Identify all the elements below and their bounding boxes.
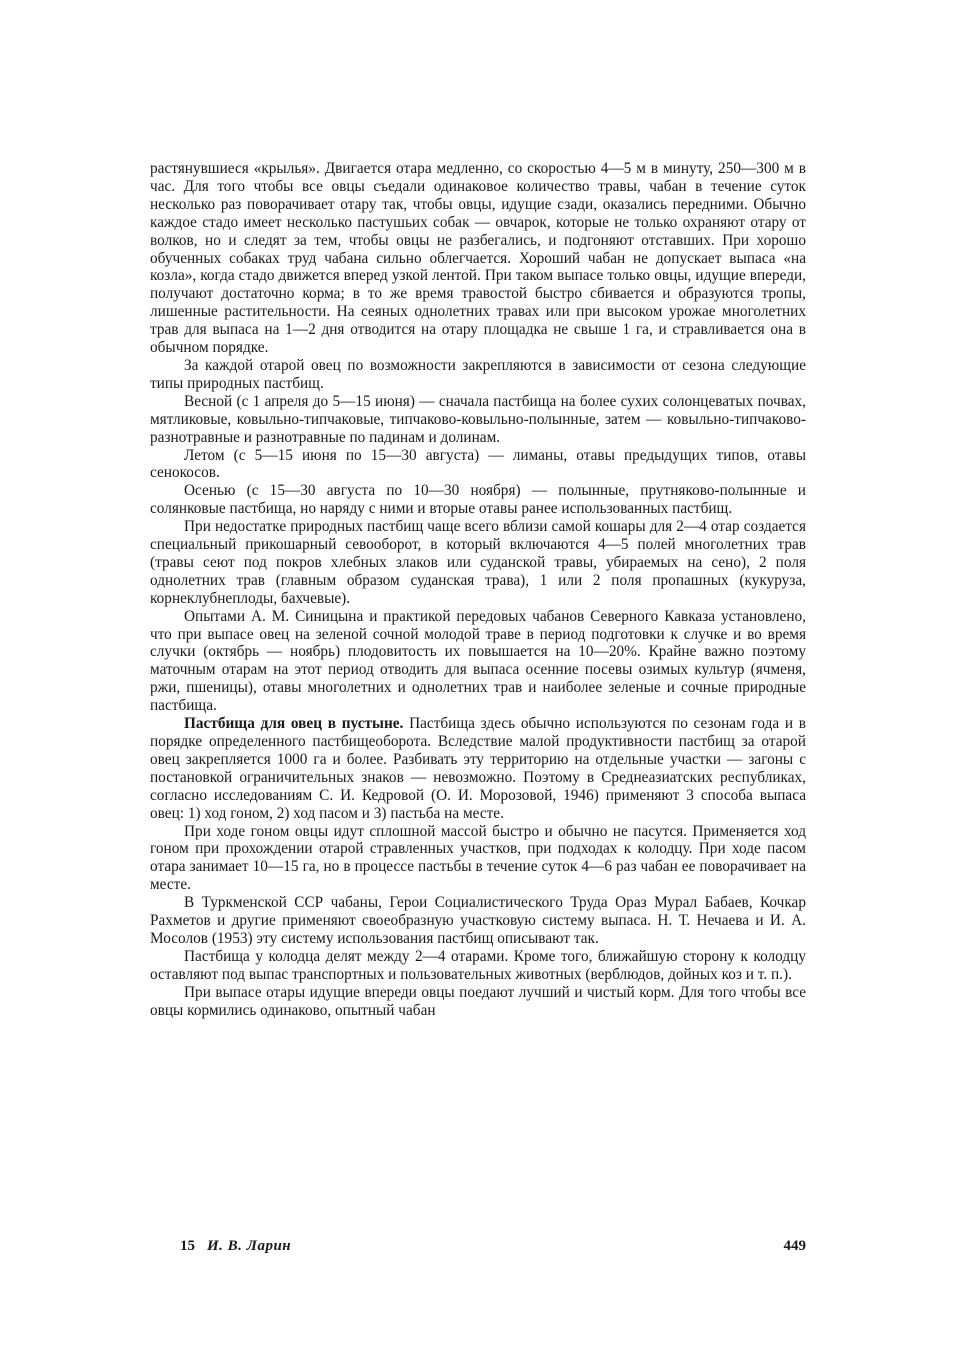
paragraph-text: Пастбища здесь обычно используются по сезонам года и в порядке определенного пастбищеоборота. Вследствие малой продуктивности пастбищ за отарой овец закрепляется 1000 га и более. Разбивать эту территорию на отдельные участки — загоны с постановкой ограничительных знаков — невозможно. Поэтому в Среднеазиатских республиках, согласно исследованиям С. И. Кедровой (О. И. Морозовой, 1946) применяют 3 способа выпаса овец: 1) ход гоном, 2) ход пасом и 3) пастьба на месте. bbox=[150, 715, 806, 822]
signature-number: 15 bbox=[180, 1238, 195, 1254]
paragraph: Пастбища у колодца делят между 2—4 отарами. Кроме того, ближайшую сторону к колодцу оставляют под выпас транспортных и пользовательных животных (верблюдов, дойных коз и т. п.). bbox=[150, 947, 806, 983]
paragraph: Осенью (с 15—30 августа по 10—30 ноября) — полынные, прутняково-полынные и солянковые пастбища, но наряду с ними и вторые отавы ранее использованных пастбищ. bbox=[150, 482, 806, 518]
paragraph: В Туркменской ССР чабаны, Герои Социалистического Труда Ораз Мурал Бабаев, Кочкар Рахметов и другие применяют своеобразную участковую систему выпаса. Н. Т. Нечаева и И. А. Мосолов (1953) эту систему использования пастбищ описывают так. bbox=[150, 894, 806, 947]
paragraph: Весной (с 1 апреля до 5—15 июня) — сначала пастбища на более сухих солонцеватых почвах, мятликовые, ковыльно-типчаковые, типчаково-ковыльно-полынные, затем — ковыльно-типчаково-разнотравные и разнотравные по падинам и долинам. bbox=[150, 392, 806, 446]
paragraph: При недостатке природных пастбищ чаще всего вблизи самой кошары для 2—4 отар создается специальный прикошарный севооборот, в который включаются 4—5 полей многолетних трав (травы сеют под покров хлебных злаков или суданской травы, убираемых на сено), 2 поля однолетних трав (главным образом суданская трава), 1 или 2 поля пропашных (кукуруза, корнеклубнеплоды, бахчевые). bbox=[150, 518, 806, 607]
paragraph-desert bbox=[150, 715, 806, 822]
signature-mark bbox=[180, 1238, 291, 1255]
paragraph: За каждой отарой овец по возможности закрепляются в зависимости от сезона следующие типы природных пастбищ. bbox=[150, 356, 806, 392]
paragraph: При ходе гоном овцы идут сплошной массой быстро и обычно не пасутся. Применяется ход гоном при прохождении отарой стравленных участков, при подходах к колодцу. При ходе пасом отара занимает 10—15 га, но в процессе пастьбы в течение суток 4—6 раз чабан ее поворачивает на месте. bbox=[150, 822, 806, 894]
paragraph: Опытами А. М. Синицына и практикой передовых чабанов Северного Кавказа установлено, что при выпасе овец на зеленой сочной молодой траве в период подготовки к случке и во время случки (октябрь — ноябрь) плодовитость их повышается на 10—20%. Крайне важно поэтому маточным отарам на этот период отводить для выпаса осенние посевы озимых культур (ячменя, ржи, пшеницы), отавы многолетних и однолетних трав и наиболее зеленые и сочные природные пастбища. bbox=[150, 607, 806, 715]
paragraph-lead: Пастбища для овец в пустыне. bbox=[184, 715, 404, 733]
paragraph: растянувшиеся «крылья». Двигается отара медленно, со скоростью 4—5 м в минуту, 250—300 м в час. Для того чтобы все овцы съедали одинаковое количество травы, чабан в течение суток несколько раз поворачивает отару так, чтобы овцы, идущие сзади, оказались передними. Обычно каждое стадо имеет несколько пастушьих собак — овчарок, которые не только охраняют отару от волков, но и следят за тем, чтобы овцы не разбегались, и подгоняют отставших. При хорошо обученных собаках труд чабана сильно облегчается. Хороший чабан не допускает выпаса «на козла», когда стадо движется вперед узкой лентой. При таком выпасе только овцы, идущие впереди, получают достаточно корма; в то же время травостой быстро сбивается и образуются тропы, лишенные растительности. На сеяных однолетних травах или при высоком урожае многолетних трав для выпаса на 1—2 дня отводится на отару площадка не свыше 1 га, и стравливается она в обычном порядке. bbox=[150, 160, 806, 357]
page-number: 449 bbox=[783, 1238, 806, 1254]
page-footer bbox=[150, 1238, 806, 1260]
body-text bbox=[150, 160, 806, 1020]
paragraph: Летом (с 5—15 июня по 15—30 августа) — лиманы, отавы предыдущих типов, отавы сенокосов. bbox=[150, 446, 806, 482]
paragraph: При выпасе отары идущие впереди овцы поедают лучший и чистый корм. Для того чтобы все овцы кормились одинаково, опытный чабан bbox=[150, 983, 806, 1019]
signature-author: И. В. Ларин bbox=[207, 1238, 292, 1254]
